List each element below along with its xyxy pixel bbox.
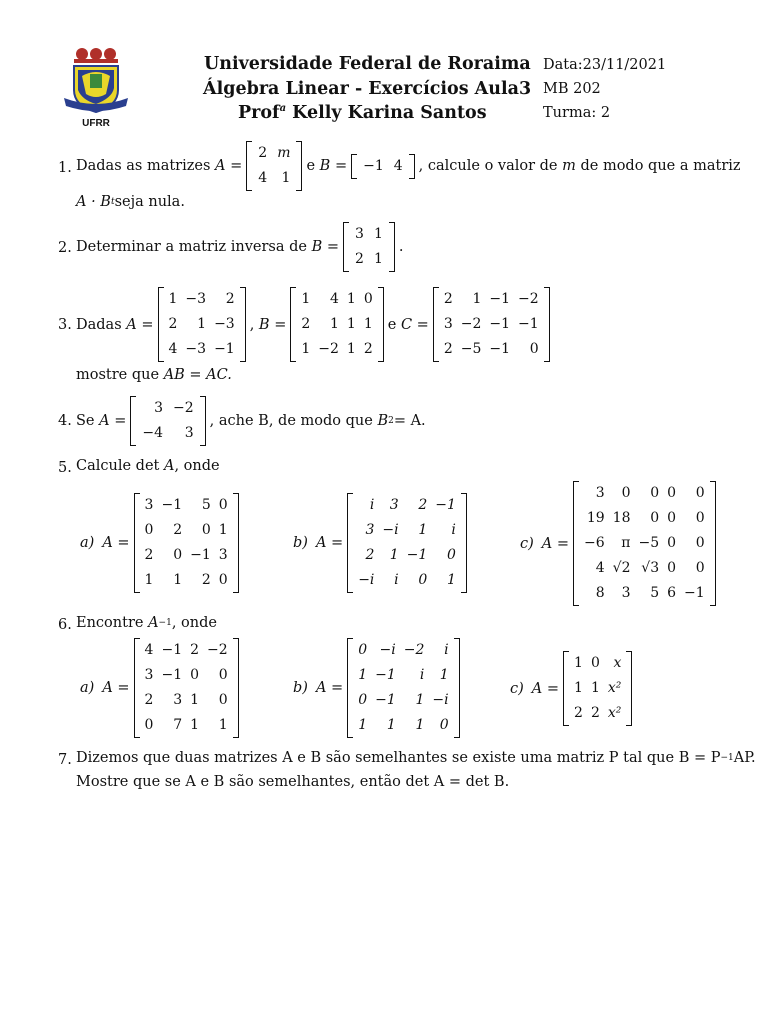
ex5-number: 5.: [58, 460, 72, 476]
ex6-matrix-a: 4 −1 2 −2 3 −1 0 0 2 3 1 0 0 7 1 1: [134, 638, 239, 738]
ex7-line2: Mostre que se A e B são semelhantes, então det A = det B.: [76, 774, 510, 790]
university-name: Universidade Federal de Roraima: [204, 54, 531, 74]
ex5-part-c: c) A = 3 0 0 0 0 19 18 0 0 0 −6 π −5 0 0 4 √2 √3 0 0 8 3 5 6 −1: [520, 481, 720, 606]
course-title: Álgebra Linear - Exercícios Aula3: [203, 79, 532, 99]
ex2-number: 2.: [58, 240, 72, 256]
ex6-matrix-c: 1 0 x 1 1 x² 2 2 x²: [563, 651, 632, 726]
ex6-part-a: a) A = 4 −1 2 −2 3 −1 0 0 2 3 1 0 0 7 1 1: [80, 638, 243, 738]
ex3-matrix-a: 1 −3 2 2 1 −3 4 −3 −1: [158, 287, 246, 362]
ex2-matrix: 3 1 2 1: [343, 222, 395, 272]
ex5-part-b: b) A = i 3 2 −1 3 −i 1 i 2 1 −1 0 −i i 0 1: [293, 493, 471, 593]
ex6-part-b: b) A = 0 −i −2 i 1 −1 i 1 0 −1 1 −i 1 1 1 0: [293, 638, 464, 738]
ex3-line1: Dadas A = 1 −3 2 2 1 −3 4 −3 −1 , B = 1 4 1 0 2 1 1 1 1 −2 1 2 e C = 2 1 −1 −2 3 −2 −1 −1 2 −5 −1 0: [76, 287, 554, 362]
ex5-matrix-c: 3 0 0 0 0 19 18 0 0 0 −6 π −5 0 0 4 √2 √3 0 0 8 3 5 6 −1: [573, 481, 716, 606]
ex4-matrix: 3 −2 −4 3: [130, 396, 205, 446]
ex1-number: 1.: [58, 160, 72, 176]
ex3-number: 3.: [58, 317, 72, 333]
ex6-number: 6.: [58, 617, 72, 633]
ex1-matrix-a: 2 m 4 1: [246, 141, 302, 191]
date: Data:23/11/2021: [543, 57, 667, 73]
ex1-line2: A · B t seja nula.: [76, 194, 185, 210]
ex6-line: Encontre A −1 , onde: [76, 615, 217, 631]
course-code: MB 202: [543, 81, 601, 97]
ex5-matrix-a: 3 −1 5 0 0 2 0 1 2 0 −1 3 1 1 2 0: [134, 493, 239, 593]
ex2-line: Determinar a matriz inversa de B = 3 1 2 1 .: [76, 222, 403, 272]
ex3-matrix-c: 2 1 −1 −2 3 −2 −1 −1 2 −5 −1 0: [433, 287, 550, 362]
ex1-matrix-b: −1 4: [351, 154, 415, 179]
logo-text: UFRR: [82, 118, 110, 129]
ex7-number: 7.: [58, 752, 72, 768]
ex3-matrix-b: 1 4 1 0 2 1 1 1 1 −2 1 2: [290, 287, 383, 362]
ex7-line1: Dizemos que duas matrizes A e B são semelhantes se existe uma matriz P tal que B = P −1 AP.: [76, 750, 756, 766]
ex4-line: Se A = 3 −2 −4 3 , ache B, de modo que B 2 = A.: [76, 396, 426, 446]
ex3-line2: mostre que AB = AC.: [76, 367, 232, 383]
ufrr-logo: [60, 46, 132, 130]
ex4-number: 4.: [58, 413, 72, 429]
ex5-matrix-b: i 3 2 −1 3 −i 1 i 2 1 −1 0 −i i 0 1: [347, 493, 467, 593]
ex5-part-a: a) A = 3 −1 5 0 0 2 0 1 2 0 −1 3 1 1 2 0: [80, 493, 243, 593]
ex6-part-c: c) A = 1 0 x 1 1 x² 2 2 x²: [510, 651, 636, 726]
ex5-line: Calcule det A , onde: [76, 458, 220, 474]
turma: Turma: 2: [543, 105, 611, 121]
logo-circles: [74, 48, 118, 63]
professor-line: Prof$^a$ Kelly Karina Santos: [238, 103, 487, 123]
ex1-line1: Dadas as matrizes A = 2 m 4 1 e B = −1 4 , calcule o valor de m de modo que a matriz: [76, 141, 741, 191]
ex6-matrix-b: 0 −i −2 i 1 −1 i 1 0 −1 1 −i 1 1 1 0: [347, 638, 459, 738]
